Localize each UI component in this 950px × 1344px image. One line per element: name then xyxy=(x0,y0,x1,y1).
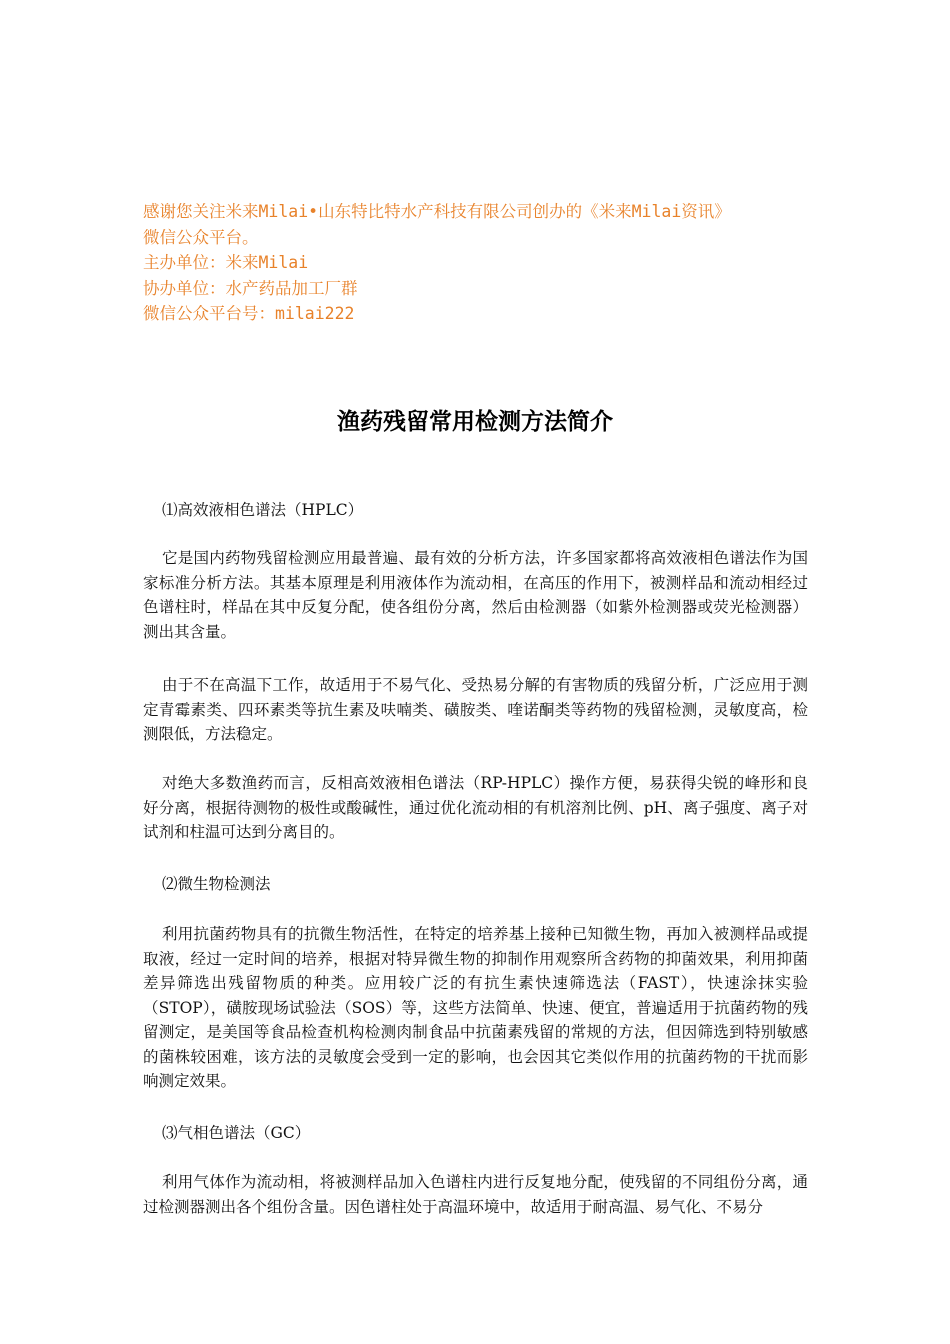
paragraph-gc-method: 利用气体作为流动相，将被测样品加入色谱柱内进行反复地分配，使残留的不同组份分离，通过检测器测出各个组份含量。因色谱柱处于高温环境中，故适用于耐高温、易气化、不易分 xyxy=(143,1173,808,1216)
intro-line: 感谢您关注米来Milai•山东特比特水产科技有限公司创办的《米来Milai资讯》 xyxy=(143,202,731,221)
section-heading-microbial: ⑵微生物检测法 xyxy=(162,875,271,893)
section-heading-gc: ⑶气相色谱法（GC） xyxy=(162,1124,311,1142)
wechat-intro-block xyxy=(143,199,823,327)
wechat-account-line: 微信公众平台号：milai222 xyxy=(143,304,355,323)
section-heading-hplc: ⑴高效液相色谱法（HPLC） xyxy=(162,501,364,519)
intro-line: 微信公众平台。 xyxy=(143,227,259,247)
co-host-unit-line: 协办单位：水产药品加工厂群 xyxy=(143,278,358,298)
document-title: 渔药残留常用检测方法简介 xyxy=(337,408,613,435)
paragraph-hplc-application: 由于不在高温下工作，故适用于不易气化、受热易分解的有害物质的残留分析，广泛应用于测定青霉素类、四环素类等抗生素及呋喃类、磺胺类、喹诺酮类等药物的残留检测，灵敏度高，检测限低，方法稳定。 xyxy=(143,676,808,743)
host-unit-line: 主办单位：米来Milai xyxy=(143,253,309,272)
paragraph-rp-hplc: 对绝大多数渔药而言，反相高效液相色谱法（RP-HPLC）操作方便，易获得尖锐的峰形和良好分离，根据待测物的极性或酸碱性，通过优化流动相的有机溶剂比例、pH、离子强度、离子对试剂和柱温可达到分离目的。 xyxy=(143,774,808,841)
paragraph-microbial-method: 利用抗菌药物具有的抗微生物活性，在特定的培养基上接种已知微生物，再加入被测样品或提取液，经过一定时间的培养，根据对特异微生物的抑制作用观察所含药物的抑菌效果，利用抑菌差异筛选出残留物质的种类。应用较广泛的有抗生素快速筛选法（FAST），快速涂抹实验（STOP），磺胺现场试验法（SOS）等，这些方法简单、快速、便宜，普遍适用于抗菌药物的残留测定，是美国等食品检查机构检测肉制食品中抗菌素残留的常规的方法，但因筛选到特别敏感的菌株较困难，该方法的灵敏度会受到一定的影响，也会因其它类似作用的抗菌药物的干扰而影响测定效果。 xyxy=(143,925,808,1090)
paragraph-hplc-principle: 它是国内药物残留检测应用最普遍、最有效的分析方法，许多国家都将高效液相色谱法作为国家标准分析方法。其基本原理是利用液体作为流动相，在高压的作用下，被测样品和流动相经过色谱柱时，样品在其中反复分配，使各组份分离，然后由检测器（如紫外检测器或荧光检测器）测出其含量。 xyxy=(143,549,808,641)
